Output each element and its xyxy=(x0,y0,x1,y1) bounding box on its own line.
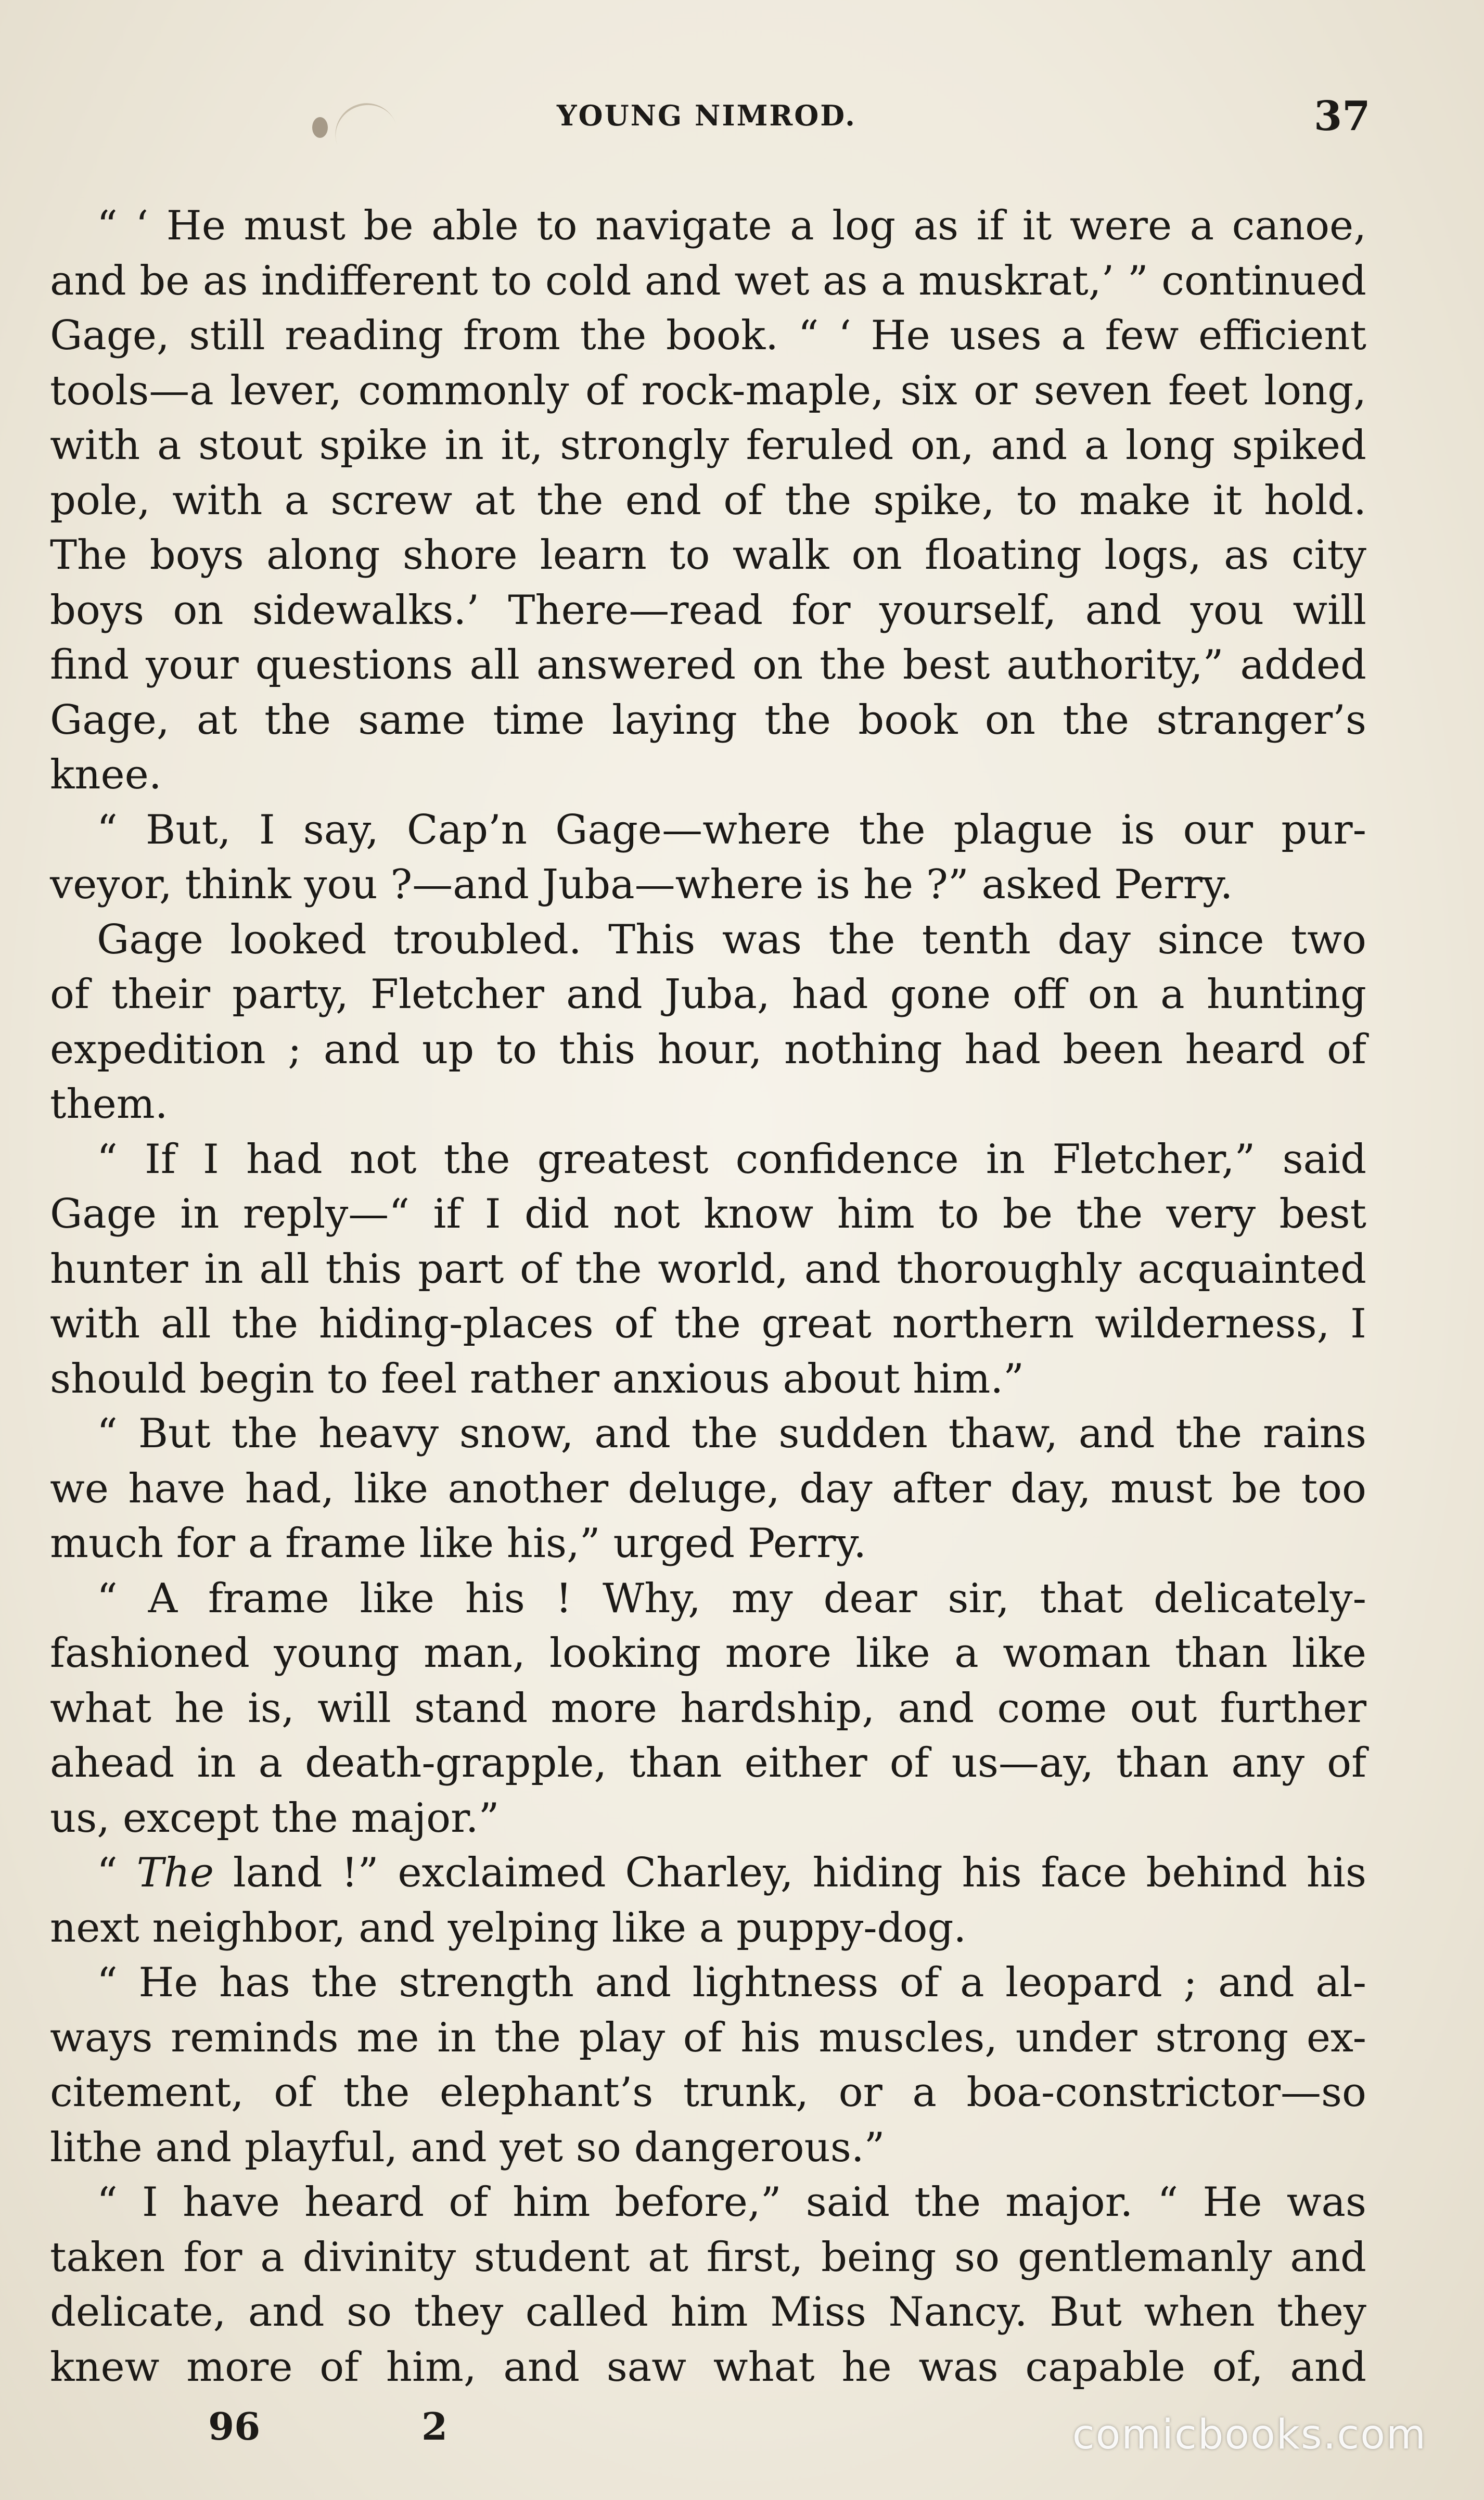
running-head xyxy=(0,93,1484,141)
text-line: delicate, and so they called him Miss Nancy. But when they xyxy=(50,2289,1366,2336)
text-line: lithe and playful, and yet so dangerous.” xyxy=(50,2124,885,2171)
text-line: expedition ; and up to this hour, nothing had been heard of xyxy=(50,1026,1366,1073)
page-number: 37 xyxy=(1314,93,1371,140)
text-line: “ But the heavy snow, and the sudden thaw, and the rains xyxy=(97,1410,1366,1457)
text-line: next neighbor, and yelping like a puppy-dog. xyxy=(50,1904,967,1951)
text-line: much for a frame like his,” urged Perry. xyxy=(50,1520,867,1567)
text-line xyxy=(50,1846,1366,1901)
text-line: with a stout spike in it, strongly feruled on, and a long spiked xyxy=(50,422,1366,469)
text-line: pole, with a screw at the end of the spike, to make it hold. xyxy=(50,477,1366,524)
text-line: Gage looked troubled. This was the tenth day since two xyxy=(97,916,1366,963)
text-line: what he is, will stand more hardship, and come out further xyxy=(50,1685,1366,1732)
text-line: ways reminds me in the play of his muscles, under strong ex- xyxy=(50,2014,1366,2061)
text-line: “ But, I say, Cap’n Gage—where the plague is our pur- xyxy=(97,806,1366,853)
text-line: boys on sidewalks.’ There—read for yourself, and you will xyxy=(50,586,1366,634)
text-line: them. xyxy=(50,1081,168,1128)
printer-signature-left: 96 xyxy=(208,2404,261,2448)
text-line: “ If I had not the greatest confidence in Fletcher,” said xyxy=(97,1136,1366,1183)
text-line: fashioned young man, looking more like a woman than like xyxy=(50,1630,1366,1677)
text-line: should begin to feel rather anxious about him.” xyxy=(50,1355,1025,1402)
text-line: find your questions all answered on the best authority,” added xyxy=(50,642,1366,688)
text-line: of their party, Fletcher and Juba, had gone off on a hunting xyxy=(50,971,1366,1018)
text-line-segment: land !” exclaimed Charley, hiding his face behind his xyxy=(214,1850,1366,1896)
text-line: ahead in a death-grapple, than either of us—ay, than any of xyxy=(50,1740,1366,1787)
text-line: “ He has the strength and lightness of a leopard ; and al- xyxy=(97,1959,1366,2006)
text-line: we have had, like another deluge, day after day, must be too xyxy=(50,1465,1366,1512)
text-line: hunter in all this part of the world, and thoroughly acquainted xyxy=(50,1245,1366,1293)
text-line: us, except the major.” xyxy=(50,1794,500,1842)
text-line: taken for a divinity student at first, being so gentlemanly and xyxy=(50,2234,1366,2281)
text-line: and be as indifferent to cold and wet as a muskrat,’ ” continued xyxy=(50,257,1366,304)
text-line: Gage in reply—“ if I did not know him to be the very best xyxy=(50,1191,1366,1238)
text-line: veyor, think you ?—and Juba—where is he ?” asked Perry. xyxy=(50,861,1233,908)
text-line: with all the hiding-places of the great northern wilderness, I xyxy=(50,1300,1366,1347)
printer-signature-right: 2 xyxy=(421,2404,448,2448)
text-line: citement, of the elephant’s trunk, or a boa-constrictor—so xyxy=(50,2069,1366,2116)
text-line: knee. xyxy=(50,751,162,798)
text-line: Gage, still reading from the book. “ ‘ He uses a few efficient xyxy=(50,312,1366,359)
body-text xyxy=(50,199,1366,2395)
text-line: knew more of him, and saw what he was capable of, and xyxy=(50,2343,1366,2391)
text-line: “ I have heard of him before,” said the major. “ He was xyxy=(97,2179,1366,2226)
text-line: “ ‘ He must be able to navigate a log as if it were a canoe, xyxy=(97,202,1366,249)
text-line: “ A frame like his ! Why, my dear sir, that delicately- xyxy=(97,1575,1366,1622)
text-line: Gage, at the same time laying the book on the stranger’s xyxy=(50,696,1366,744)
site-watermark: comicbooks.com xyxy=(1072,2412,1427,2458)
running-head-title: YOUNG NIMROD. xyxy=(557,99,856,132)
text-line-italic: The xyxy=(136,1850,214,1896)
text-line-segment: “ xyxy=(97,1850,137,1896)
text-line: The boys along shore learn to walk on floating logs, as city xyxy=(50,532,1366,579)
text-line: tools—a lever, commonly of rock-maple, six or seven feet long, xyxy=(50,367,1366,414)
